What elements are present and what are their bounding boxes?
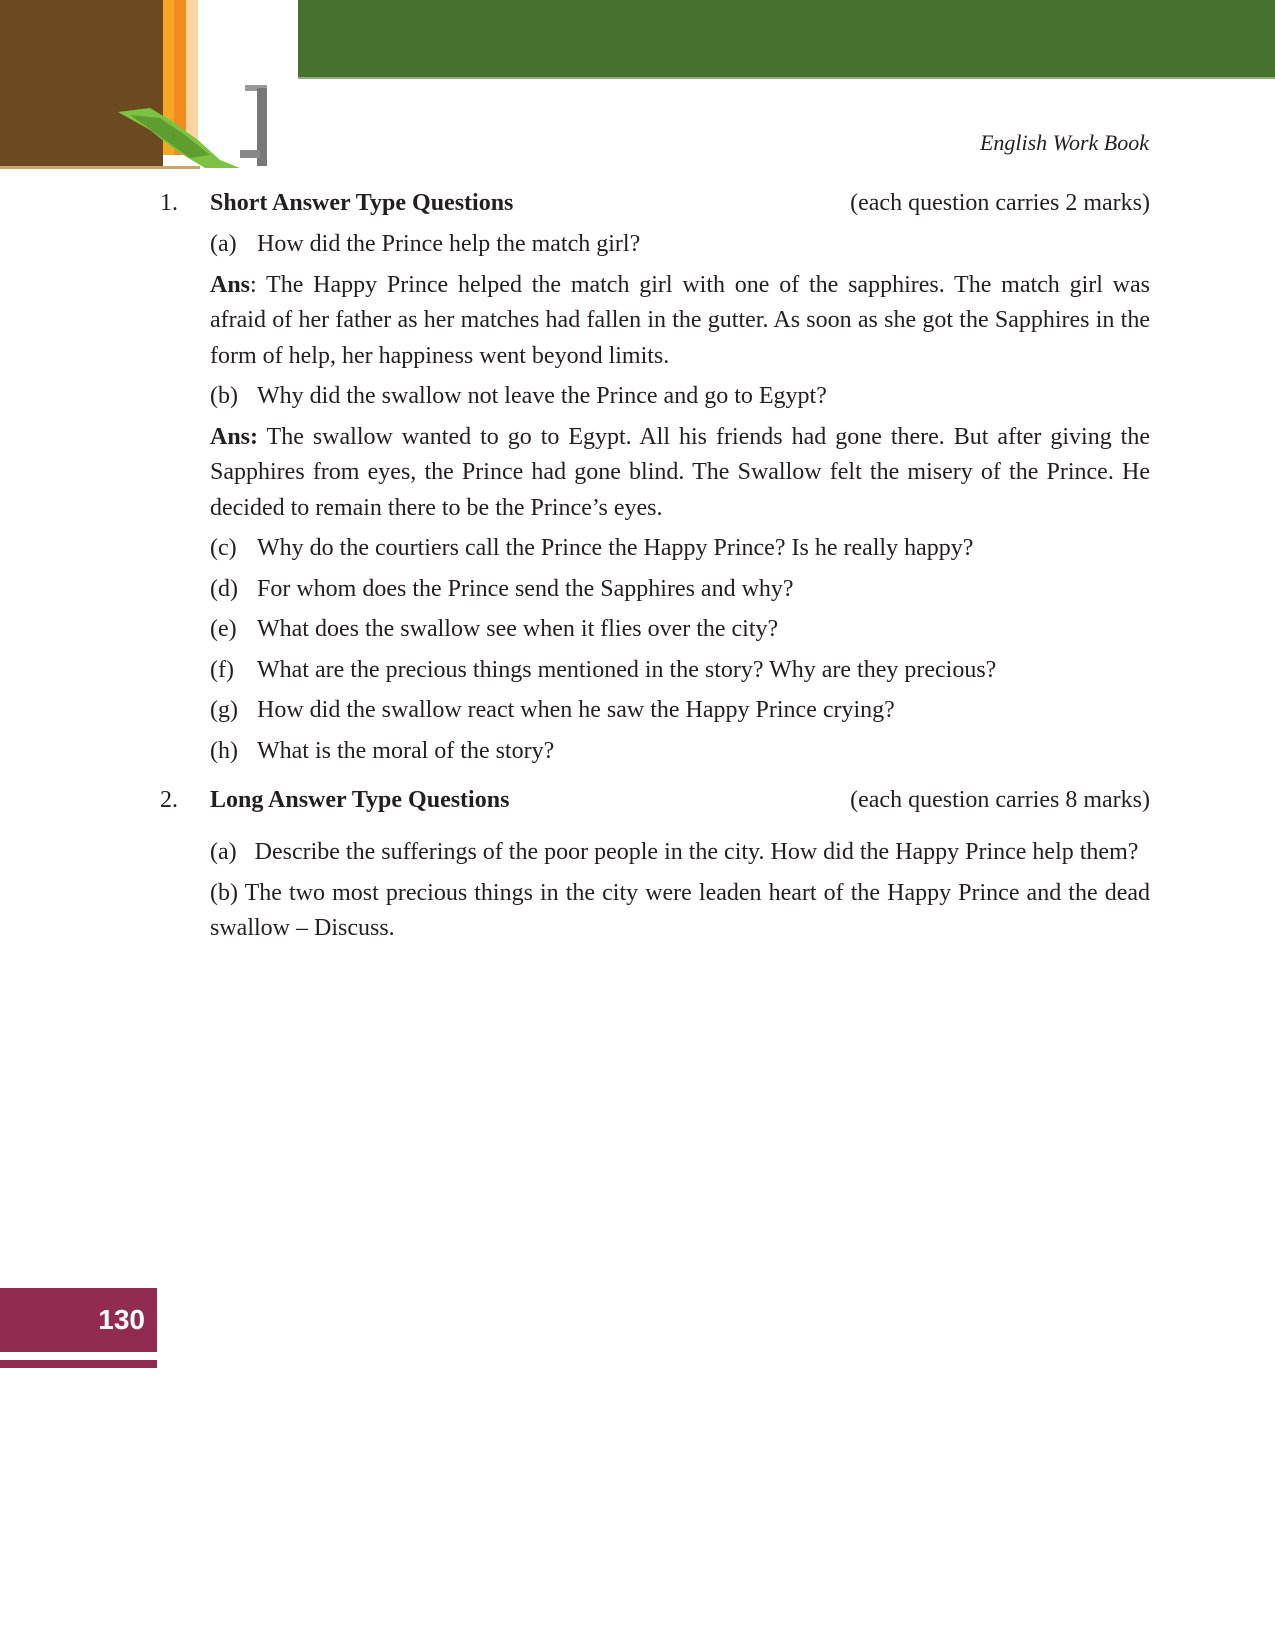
header-band-rule: [298, 77, 1275, 79]
question-label: (e): [210, 616, 237, 642]
question-text: What are the precious things mentioned in the story? Why are they precious?: [257, 656, 997, 683]
question-label: (g): [210, 697, 238, 723]
question-a: [210, 227, 1150, 263]
question-f: [210, 653, 1150, 689]
page-number: 130: [98, 1304, 145, 1335]
section-heading-long: [160, 783, 1150, 819]
question-label: (c): [210, 535, 237, 561]
question-text: How did the swallow react when he saw the Happy Prince crying?: [257, 697, 895, 723]
question-label: (f): [210, 656, 234, 683]
section-title: Short Answer Type Questions: [210, 190, 514, 216]
section-marks: (each question carries 8 marks): [850, 787, 1150, 813]
section-number: 2.: [160, 787, 178, 813]
running-title: English Work Book: [979, 130, 1149, 155]
long-question-b: (b) The two most precious things in the city were leaden heart of the Happy Prince and the dead swallow – Discuss.: [210, 879, 1150, 941]
question-h: [210, 734, 1150, 770]
section-marks: (each question carries 2 marks): [850, 190, 1150, 216]
header-decoration: [0, 0, 300, 175]
answer-text: : The Happy Prince helped the match girl with one of the sapphires. The match girl was afraid of her father as her matches had fallen in the gutter. As soon as she got the Sapphires in the form of help, her happiness went beyond limits.: [210, 271, 1150, 369]
question-text: For whom does the Prince send the Sapphires and why?: [257, 575, 794, 602]
question-d: [210, 572, 1150, 608]
page-number-rule: [0, 1360, 157, 1368]
header-art: [0, 0, 300, 175]
long-questions: [210, 835, 1150, 947]
question-g: [210, 693, 1150, 729]
answer-prefix: Ans: [210, 271, 251, 298]
answer-b: [210, 420, 1150, 527]
section-title: Long Answer Type Questions: [210, 787, 510, 813]
answer-prefix: Ans:: [210, 423, 259, 450]
question-c: [210, 531, 1150, 567]
question-text: What does the swallow see when it flies over the city?: [257, 616, 779, 642]
question-text: How did the Prince help the match girl?: [257, 231, 641, 257]
header-band: [298, 0, 1275, 77]
question-label: (d): [210, 575, 238, 602]
question-text: Why do the courtiers call the Prince the Happy Prince? Is he really happy?: [257, 535, 974, 561]
question-label: (h): [210, 737, 238, 764]
worksheet-content: [160, 186, 1150, 947]
answer-a: [210, 268, 1150, 375]
question-e: [210, 612, 1150, 648]
section-heading-short: [160, 186, 1150, 222]
question-b: [210, 379, 1150, 415]
page-number-box: [0, 1288, 157, 1352]
question-text: Why did the swallow not leave the Prince and go to Egypt?: [257, 383, 827, 409]
section-number: 1.: [160, 190, 178, 216]
short-questions: [210, 227, 1150, 769]
question-label: (a): [210, 231, 237, 257]
long-question-a: (a) Describe the sufferings of the poor people in the city. How did the Happy Prince help them?: [210, 839, 1139, 865]
question-text: What is the moral of the story?: [257, 737, 555, 764]
answer-text: The swallow wanted to go to Egypt. All his friends had gone there. But after giving the Sapphires from eyes, the Prince had gone blind. The Swallow felt the misery of the Prince. He decided to remain there to be the Prince’s eyes.: [210, 423, 1150, 521]
question-label: (b): [210, 383, 238, 409]
